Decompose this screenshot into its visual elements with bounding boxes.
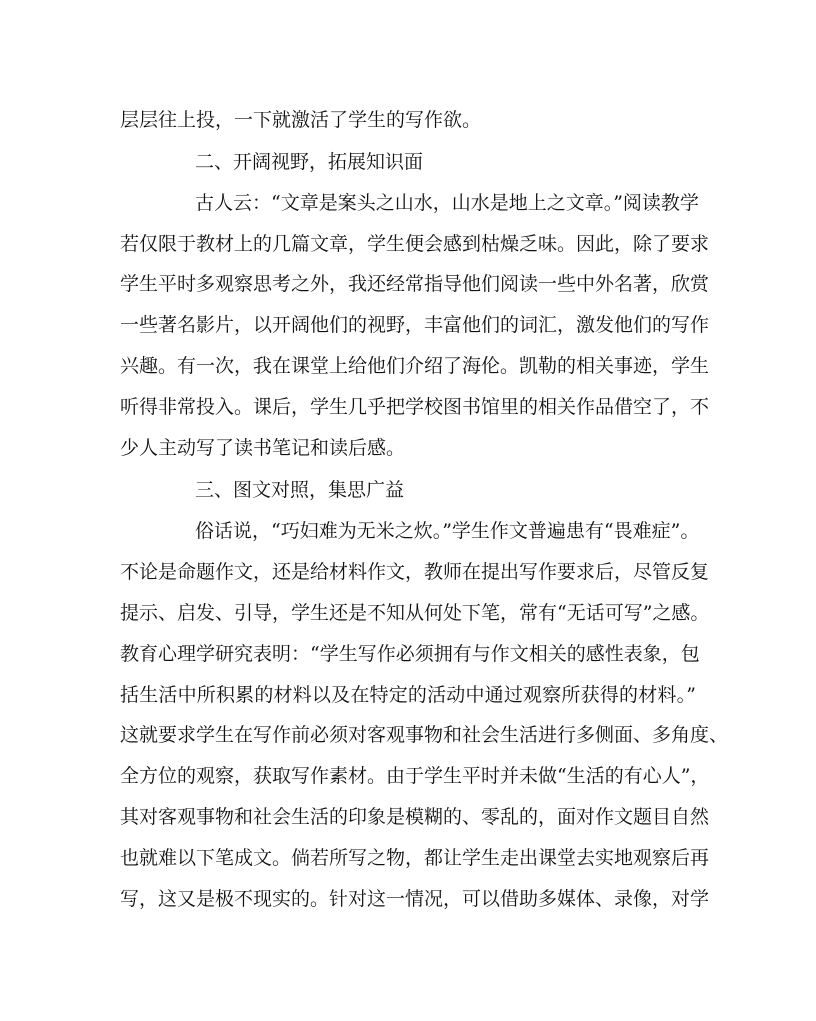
paragraph-line: 俗话说，“巧妇难为无米之炊。”学生作文普遍患有“畏难症”。 bbox=[195, 520, 700, 542]
paragraph-line: 全方位的观察，获取写作素材。由于学生平时并未做“生活的有心人”， bbox=[120, 765, 710, 787]
paragraph-line: 一些著名影片，以开阔他们的视野，丰富他们的词汇，激发他们的写作 bbox=[120, 314, 710, 336]
paragraph-line: 提示、启发、引导，学生还是不知从何处下笔，常有“无话可写”之感。 bbox=[120, 602, 710, 624]
paragraph-line: 古人云：“文章是案头之山水，山水是地上之文章。”阅读教学 bbox=[195, 192, 699, 214]
paragraph-line: 括生活中所积累的材料以及在特定的活动中通过观察所获得的材料。” bbox=[120, 684, 696, 706]
section-heading: 三、图文对照，集思广益 bbox=[195, 479, 405, 501]
paragraph-line: 听得非常投入。课后，学生几乎把学校图书馆里的相关作品借空了，不 bbox=[120, 396, 710, 418]
paragraph-line: 若仅限于教材上的几篇文章，学生便会感到枯燥乏味。因此，除了要求 bbox=[120, 233, 710, 255]
paragraph-line: 不论是命题作文，还是给材料作文，教师在提出写作要求后，尽管反复 bbox=[120, 561, 710, 583]
paragraph-line: 写，这又是极不现实的。针对这一情况，可以借助多媒体、录像，对学 bbox=[120, 888, 710, 910]
section-heading: 二、开阔视野，拓展知识面 bbox=[195, 151, 424, 173]
paragraph-line: 少人主动写了读书笔记和读后感。 bbox=[120, 437, 406, 459]
paragraph-line: 兴趣。有一次，我在课堂上给他们介绍了海伦。凯勒的相关事迹，学生 bbox=[120, 355, 710, 377]
paragraph-line: 学生平时多观察思考之外，我还经常指导他们阅读一些中外名著，欣赏 bbox=[120, 273, 710, 295]
paragraph-line: 这就要求学生在写作前必须对客观事物和社会生活进行多侧面、多角度、 bbox=[120, 724, 729, 746]
paragraph-line: 也就难以下笔成文。倘若所写之物，都让学生走出课堂去实地观察后再 bbox=[120, 847, 710, 869]
paragraph-line: 教育心理学研究表明：“学生写作必须拥有与作文相关的感性表象，包 bbox=[120, 643, 700, 665]
paragraph-line: 层层往上投，一下就激活了学生的写作欲。 bbox=[120, 109, 482, 131]
paragraph-line: 其对客观事物和社会生活的印象是模糊的、零乱的，面对作文题目自然 bbox=[120, 806, 710, 828]
